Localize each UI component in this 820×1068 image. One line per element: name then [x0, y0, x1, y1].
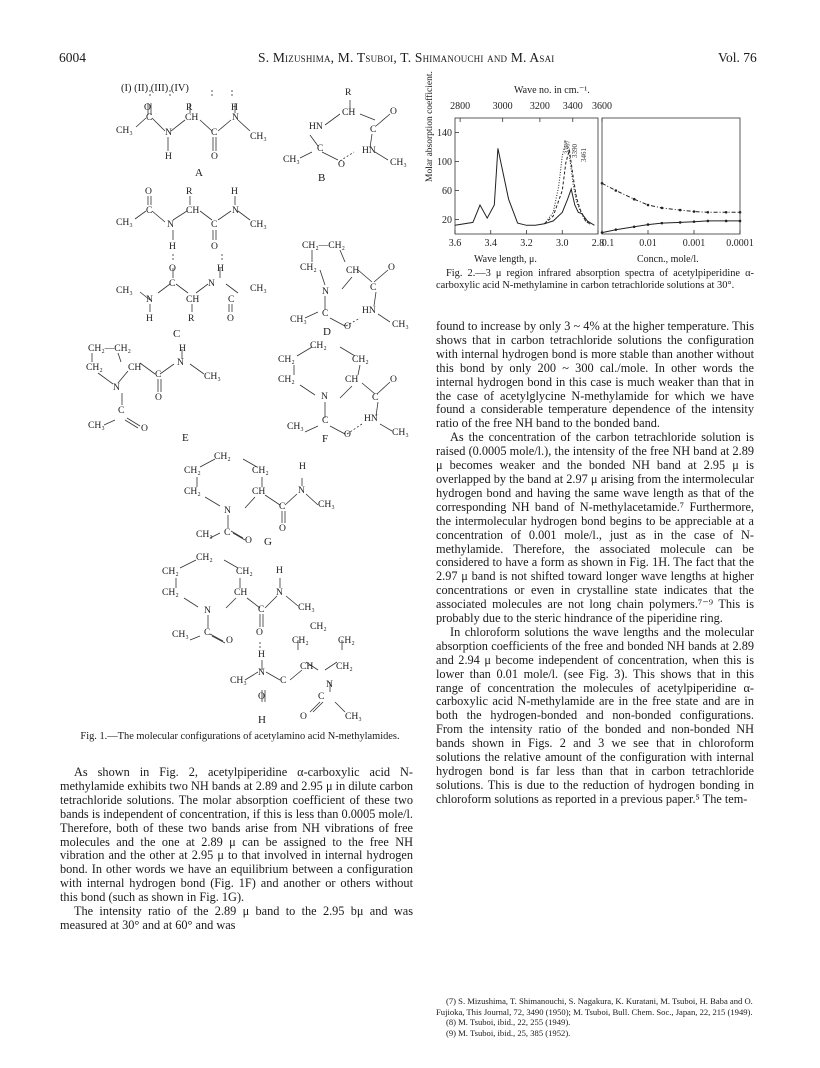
atom-label: C: [370, 282, 377, 293]
y-axis-label: Molar absorption coefficient.: [425, 71, 435, 182]
data-point: [693, 220, 696, 223]
atom-label: CH₃: [116, 125, 133, 136]
paragraph: As shown in Fig. 2, acetylpiperidine α-carboxylic acid N-methylamide exhibits two NH bands at 2.89 and 2.95 μ in dilute carbon tetrachloride solutions. The molar absorption coefficient of these two bands is independent of concentration, if this is less than 0.0005 mole/l. Therefore, both of these two bands arise from NH vibrations of free molecules and the one at 2.89 μ can be assigned to the free NH vibration and the other at 2.95 μ to that involved in internal hydrogen bond. In other words we have an equilibrium between a configuration with internal hydrogen bond (Fig. 1F) and another or others without this bond (such as shown in Fig. 1G).: [60, 765, 413, 905]
atom-label: CH₃: [298, 602, 315, 613]
data-point: [661, 207, 664, 210]
atom-label: N: [146, 294, 153, 305]
atom-label: CH₃: [172, 629, 189, 640]
atom-label: N: [326, 679, 333, 690]
atom-label: O: [258, 691, 265, 702]
atom-label: CH₃: [345, 711, 362, 722]
atom-label: C: [146, 205, 153, 216]
x-tick-label: 0.0001: [726, 238, 754, 249]
atom-label: HN: [309, 121, 323, 132]
paragraph: The intensity ratio of the 2.89 μ band to the 2.95 bμ and was measured at 30° and at 60° and was: [60, 904, 413, 932]
structure-label-h: H: [258, 714, 266, 726]
atom-label: N: [165, 127, 172, 138]
atom-label: H: [231, 186, 238, 197]
atom-label: CH₃: [116, 217, 133, 228]
atom-label: N: [232, 205, 239, 216]
atom-label: O: [226, 635, 233, 646]
figure-2-caption: Fig. 2.—3 μ region infrared absorption spectra of acetylpiperidine α-carboxylic acid N-methylamine in carbon tetrachloride solutions at 30°.: [436, 268, 754, 292]
atom-label: CH: [300, 661, 314, 672]
data-point: [615, 228, 618, 231]
atom-label: CH₂: [278, 374, 295, 385]
atom-label: C: [370, 124, 377, 135]
atom-label: CH: [186, 294, 200, 305]
structure-label-g: G: [264, 536, 272, 548]
atom-label: CH₃: [287, 421, 304, 432]
atom-label: CH₂: [278, 354, 295, 365]
atom-label: O: [245, 535, 252, 546]
atom-label: CH: [346, 265, 360, 276]
atom-label: HN: [364, 413, 378, 424]
data-point: [601, 182, 604, 185]
atom-label: CH₃: [250, 219, 267, 230]
atom-label: O: [344, 429, 351, 440]
atom-label: C: [280, 675, 287, 686]
atom-label: C: [258, 604, 265, 615]
atom-label: CH₃: [116, 285, 133, 296]
atom-label: CH: [342, 107, 356, 118]
structure-label-e: E: [182, 432, 189, 444]
atom-label: CH₂—CH₂: [88, 343, 131, 354]
x-tick-label: 0.1: [601, 238, 615, 249]
data-point: [633, 198, 636, 201]
data-point: [647, 204, 650, 207]
atom-label: CH₃: [290, 314, 307, 325]
x-tick-label: 0.01: [639, 238, 657, 249]
atom-label: HN: [362, 145, 376, 156]
atom-label: O: [390, 374, 397, 385]
atom-label: H: [217, 263, 224, 274]
left-column-text: [60, 766, 413, 933]
atom-label: CH₃: [204, 371, 221, 382]
atom-label: CH₂—CH₂: [302, 240, 345, 251]
top-tick-label: 3000: [492, 101, 513, 112]
structure-label-a: A: [195, 167, 203, 179]
atom-label: O: [390, 106, 397, 117]
data-point: [739, 211, 742, 214]
concentration-dash-dot-line: [602, 183, 740, 212]
atom-label: CH₂: [292, 635, 309, 646]
atom-label: CH₃: [196, 529, 213, 540]
atom-label: O: [141, 423, 148, 434]
y-tick-label: 60: [442, 186, 452, 197]
atom-label: H: [299, 461, 306, 472]
x-tick-label: 3.4: [484, 238, 497, 249]
figure-1-bonds: [0, 0, 420, 730]
concentration-solid-line: [602, 221, 740, 233]
atom-label: C: [322, 308, 329, 319]
atom-label: C: [318, 691, 325, 702]
x-axis-label-right: Concn., mole/l.: [637, 254, 699, 265]
data-point: [633, 225, 636, 228]
atom-label: O: [338, 159, 345, 170]
atom-label: O: [256, 627, 263, 638]
atom-label: C: [279, 501, 286, 512]
atom-label: R: [186, 102, 193, 113]
atom-label: CH: [252, 486, 266, 497]
atom-label: HN: [362, 305, 376, 316]
atom-label: CH₃: [250, 283, 267, 294]
atom-label: C: [155, 369, 162, 380]
atom-label: CH₂: [352, 354, 369, 365]
atom-label: CH₂: [86, 362, 103, 373]
x-tick-label: 3.0: [556, 238, 569, 249]
atom-label: CH₂: [310, 340, 327, 351]
data-point: [601, 231, 604, 234]
x-axis-label-left: Wave length, μ.: [474, 254, 537, 265]
atom-label: C: [224, 527, 231, 538]
spectrum-solid-line: [455, 148, 594, 225]
atom-label: N: [232, 112, 239, 123]
atom-label: H: [276, 565, 283, 576]
x-tick-label: 3.2: [520, 238, 533, 249]
atom-label: H: [165, 151, 172, 162]
atom-label: O: [145, 186, 152, 197]
peak-label: 3367: [563, 140, 572, 154]
atom-label: CH₃: [392, 319, 409, 330]
atom-label: CH: [345, 374, 359, 385]
atom-label: O: [211, 151, 218, 162]
atom-label: N: [167, 219, 174, 230]
atom-label: N: [322, 286, 329, 297]
atom-label: C: [372, 392, 379, 403]
atom-label: H: [231, 102, 238, 113]
atom-label: CH: [128, 362, 142, 373]
atom-label: O: [279, 523, 286, 534]
atom-label: CH₃: [250, 131, 267, 142]
top-axis-title: Wave no. in cm.⁻¹.: [514, 85, 590, 96]
atom-label: CH₂: [184, 486, 201, 497]
top-tick-label: 3600: [591, 101, 612, 112]
atom-label: CH: [186, 205, 200, 216]
atom-label: N: [258, 667, 265, 678]
data-point: [693, 210, 696, 213]
atom-label: CH₂: [338, 635, 355, 646]
data-point: [615, 189, 618, 192]
atom-label: O: [155, 392, 162, 403]
x-tick-label: 0.001: [682, 238, 706, 249]
structure-label-d: D: [323, 326, 331, 338]
atom-label: O: [227, 313, 234, 324]
atom-label: R: [188, 313, 195, 324]
atom-label: H: [179, 343, 186, 354]
atom-label: O: [144, 102, 151, 113]
atom-label: O: [169, 263, 176, 274]
atom-label: O: [300, 711, 307, 722]
atom-label: CH: [234, 587, 248, 598]
references: [436, 996, 754, 1038]
atom-label: CH₂: [236, 566, 253, 577]
atom-label: H: [146, 313, 153, 324]
atom-label: O: [388, 262, 395, 273]
top-tick-label: 2800: [450, 101, 471, 112]
atom-label: N: [204, 605, 211, 616]
atom-label: C: [211, 219, 218, 230]
right-plot-frame: [602, 118, 740, 234]
reference-9: (9) M. Tsuboi, ibid., 25, 385 (1952).: [446, 1027, 571, 1038]
atom-label: CH₂: [162, 587, 179, 598]
atom-label: CH₂: [336, 661, 353, 672]
atom-label: CH₃: [283, 154, 300, 165]
atom-label: CH₂: [300, 262, 317, 273]
reference-8: (8) M. Tsuboi, ibid., 22, 255 (1949).: [446, 1017, 571, 1028]
paragraph: In chloroform solutions the wave lengths and the molecular absorption coefficients of the free and bonded NH bands at 2.89 and 2.94 μ become independent of concentration, when this is lower than 0.01 mole/l. (see Fig. 3). This shows that in this range of concentration the molecules of acetylpiperidine α-carboxylic acid N-methylamide are in the free state and are in both the hydrogen-bonded and non-bonded configurations. From the intensity ratio of the bonded and non-bonded NH bands shown in Figs. 2 and 3 we see that in chloroform solutions the relative amount of the configuration with internal hydrogen bond is far less than that in carbon tetrachloride solutions. This is due to the reduction of hydrogen bonding in chloroform solutions as reported in a previous paper.⁵ The tem-: [436, 624, 754, 806]
atom-label: N: [224, 505, 231, 516]
atom-label: C: [317, 143, 324, 154]
structure-label-f: F: [322, 433, 329, 445]
atom-label: C: [228, 294, 235, 305]
structure-label-c: C: [173, 328, 181, 340]
left-plot-frame: [455, 118, 598, 234]
y-tick-label: 100: [437, 157, 452, 168]
atom-label: CH₂: [214, 451, 231, 462]
atom-label: O: [211, 241, 218, 252]
paragraph: As the concentration of the carbon tetrachloride solution is raised (0.0005 mole/l.), the intensity of the free NH band at 2.89 μ becomes weaker and the bonded NH band at 2.95 μ is overlapped by the band at 2.97 μ arising from the intermolecular hydrogen bond and having the same wave length as that of the corresponding NH band of N-methylacetamide.⁷ Furthermore, the intermolecular hydrogen bond begins to be appreciable at a concentration of 0.001 mole/l., just as in the case of N-methylamide. Therefore, the associated molecule can be considered to have a form as shown in Fig. 1H. The fact that the 2.97 μ band is not shifted toward longer wave lengths at higher concentrations or even in crystalline state indicates that the associated molecules are not long chain polymers.⁷⁻⁹ This is probably due to the steric hindrance of the piperidine ring.: [436, 430, 754, 626]
atom-label: CH: [185, 112, 199, 123]
top-tick-label: 3200: [529, 101, 550, 112]
atom-label: C: [211, 127, 218, 138]
atom-label: N: [113, 382, 120, 393]
atom-label: C: [169, 278, 176, 289]
atom-label: O: [344, 321, 351, 332]
data-point: [679, 209, 682, 212]
atom-label: R: [186, 186, 193, 197]
atom-label: CH₃: [318, 499, 335, 510]
atom-label: N: [177, 357, 184, 368]
y-tick-label: 140: [437, 128, 452, 139]
x-tick-label: 3.6: [448, 238, 462, 249]
figure-1-caption: Fig. 1.—The molecular configurations of acetylamino acid N-methylamides.: [80, 731, 400, 742]
data-point: [739, 220, 742, 223]
spectrum-dotted-line: [544, 141, 591, 224]
structure-label-b: B: [318, 172, 326, 184]
atom-label: CH₂: [310, 621, 327, 632]
atom-label: CH₃: [392, 427, 409, 438]
peak-label: 3390: [571, 144, 580, 158]
spectrum-dashed-line: [544, 150, 591, 225]
atom-label: CH₃: [390, 157, 407, 168]
atom-label: R: [345, 87, 352, 98]
atom-label: H: [169, 241, 176, 252]
page-number: 6004: [59, 50, 86, 65]
atom-label: CH₂: [196, 552, 213, 563]
peak-label: 3461: [579, 148, 588, 162]
atom-label: CH₃: [230, 675, 247, 686]
atom-label: C: [118, 405, 125, 416]
atom-label: CH₃: [88, 420, 105, 431]
running-authors: S. Mizushima, M. Tsuboi, T. Shimanouchi and M. Asai: [258, 50, 555, 65]
paragraph: found to increase by only 3 ~ 4% at the higher temperature. This shows that in carbon tetrachloride solutions the configuration with internal hydrogen bond is more stable than another without this bond by only 200 ~ 300 cal./mole. In other words the internal hydrogen bond in this case is much weaker than that in the case of acetylglycine N-methylamide for which we have found a considerable temperature dependence of the intensity ratio of the free NH band to the bonded band.: [436, 319, 754, 431]
data-point: [661, 222, 664, 225]
y-tick-label: 20: [442, 215, 452, 226]
data-point: [725, 220, 728, 223]
reference-7: (7) S. Mizushima, T. Shimanouchi, S. Nagakura, K. Kuratani, M. Tsuboi, H. Baba and O. Fujioka, This Journal, 72, 3490 (1950); M. Tsuboi, Bull. Chem. Soc., Japan, 22, 215 (1949).: [436, 996, 753, 1017]
data-point: [647, 223, 650, 226]
data-point: [725, 211, 728, 214]
atom-label: C: [204, 627, 211, 638]
atom-label: C: [322, 415, 329, 426]
right-column-text: [436, 320, 754, 807]
data-point: [679, 221, 682, 224]
bond-labels: (I) (II) (III) (IV): [121, 83, 189, 94]
atom-label: N: [298, 485, 305, 496]
data-point: [707, 220, 710, 223]
atom-label: N: [208, 278, 215, 289]
atom-label: CH₂: [184, 465, 201, 476]
x-tick-label: 2.8: [591, 238, 605, 249]
atom-label: N: [321, 391, 328, 402]
atom-label: C: [146, 112, 153, 123]
data-point: [707, 211, 710, 214]
top-tick-label: 3400: [562, 101, 583, 112]
volume-label: Vol. 76: [718, 50, 757, 65]
atom-label: CH₂: [162, 566, 179, 577]
atom-label: CH₂: [252, 465, 269, 476]
atom-label: N: [276, 587, 283, 598]
atom-label: H: [258, 649, 265, 660]
